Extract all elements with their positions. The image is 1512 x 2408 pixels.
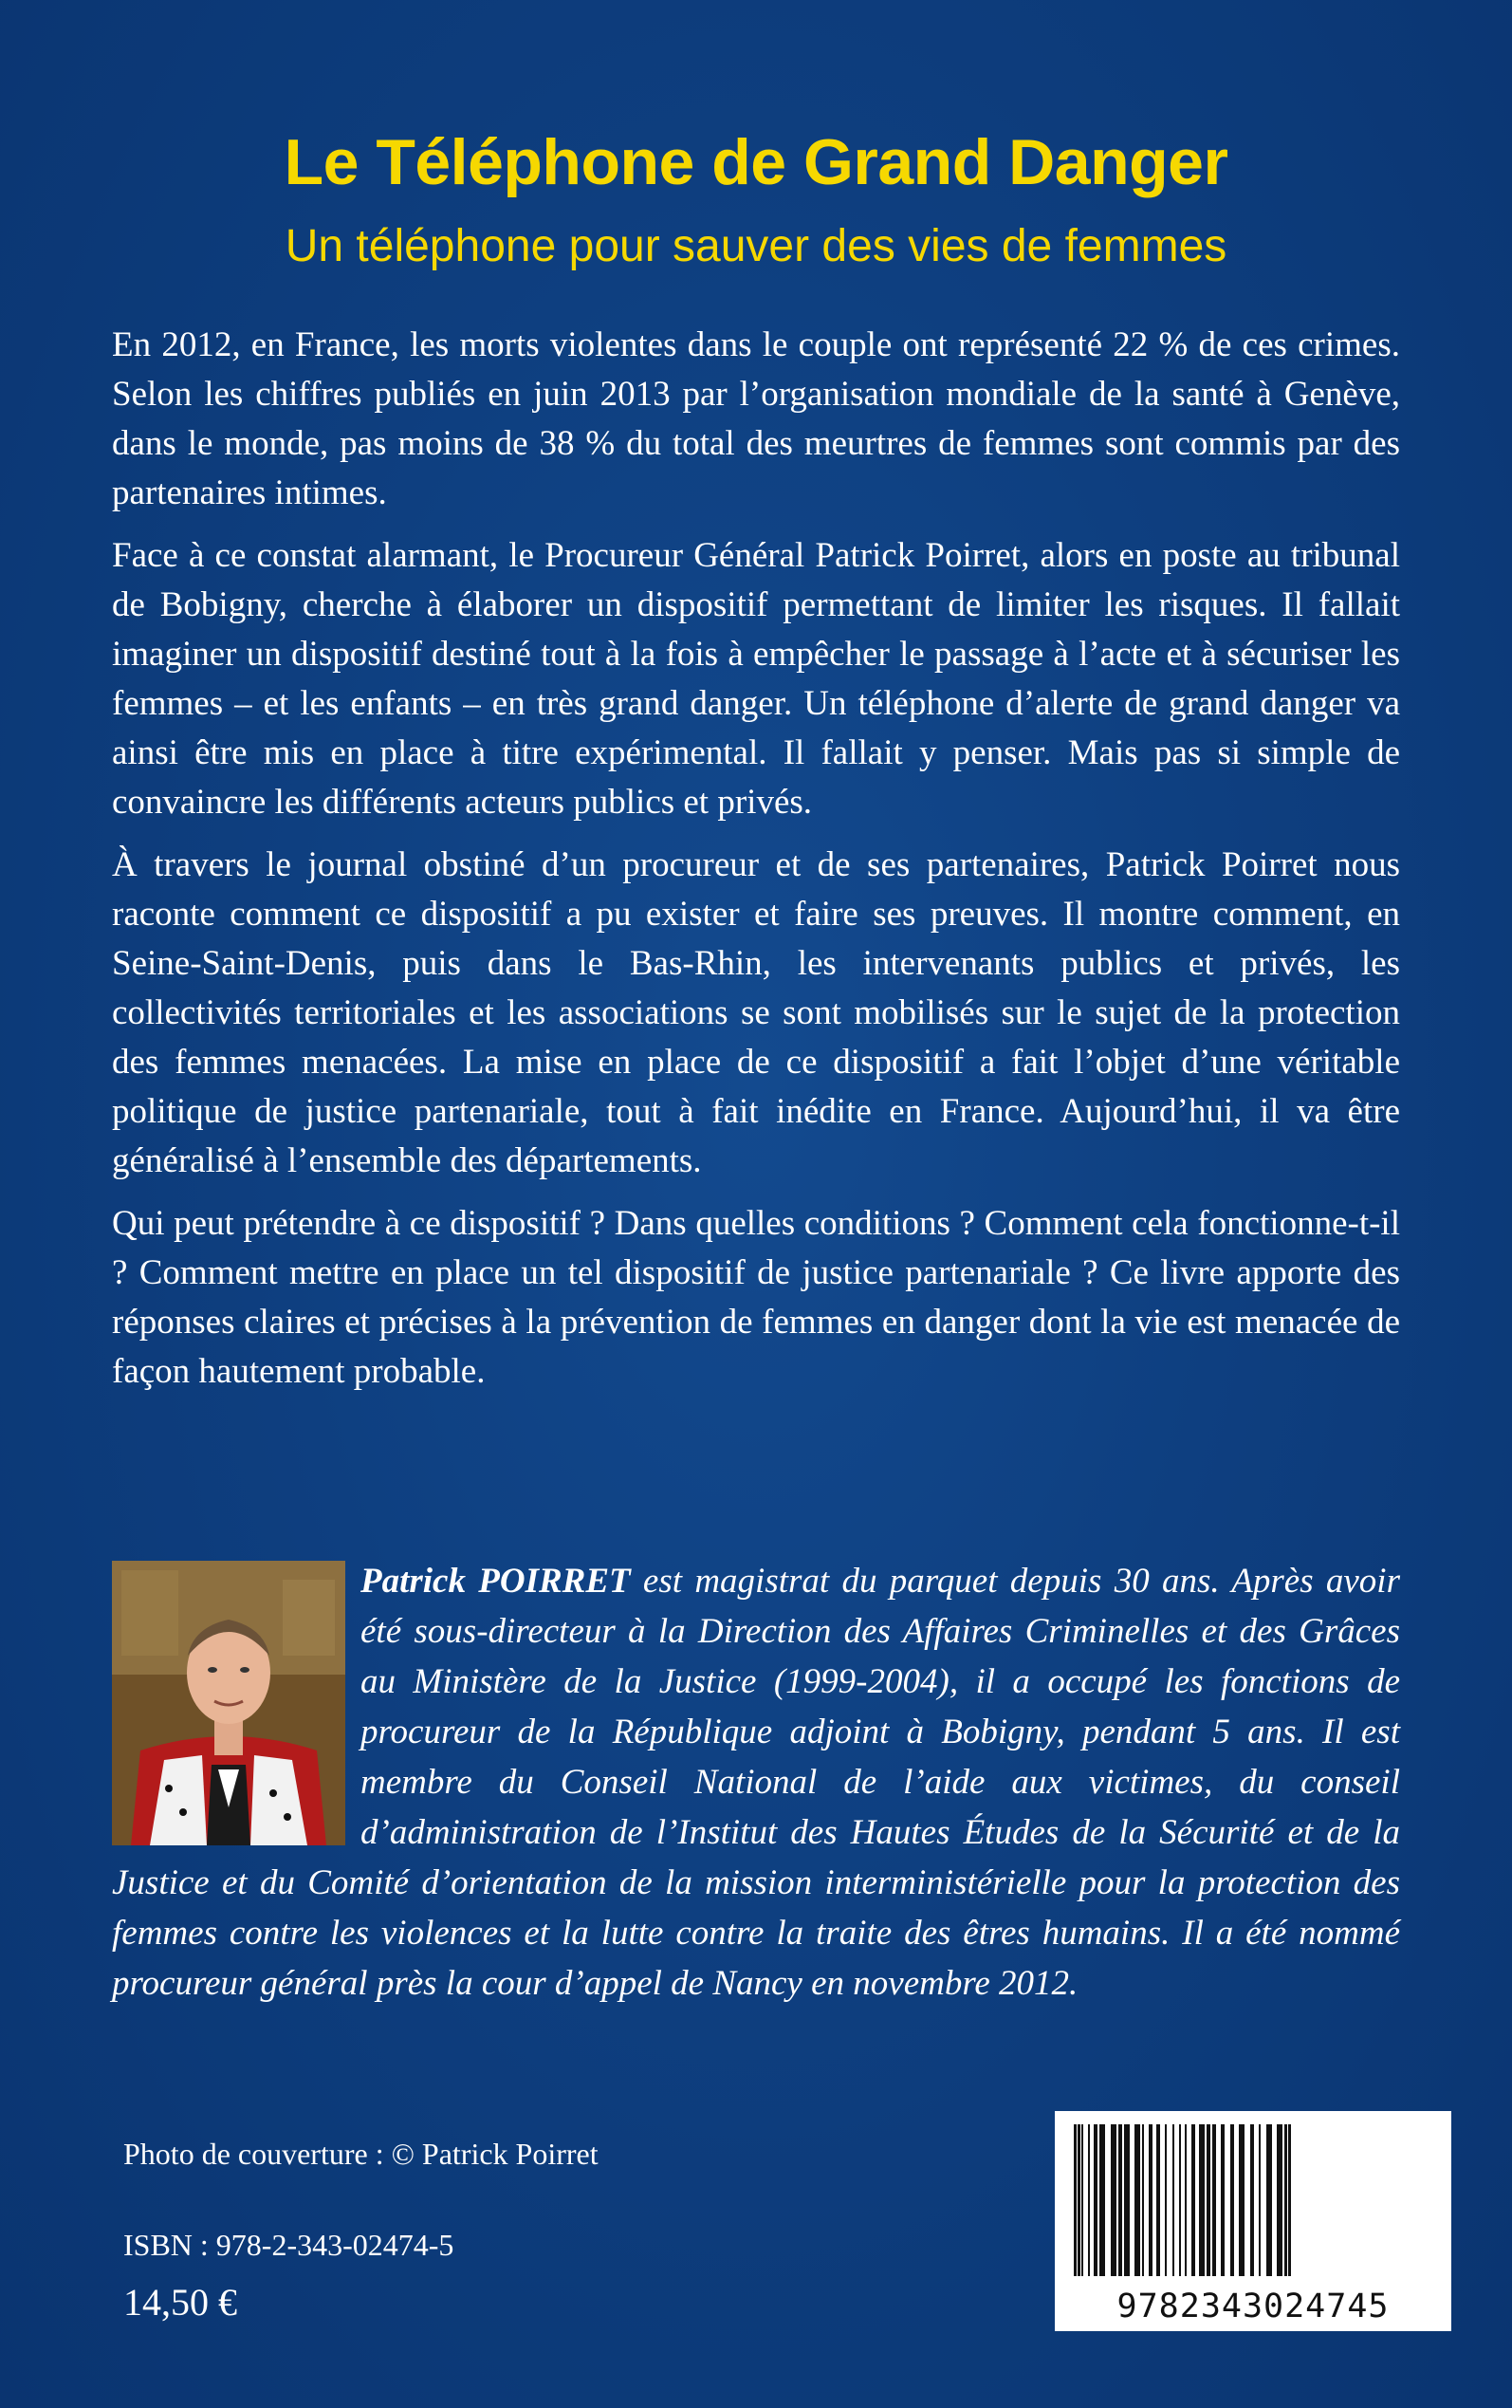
- price: 14,50 €: [123, 2281, 237, 2324]
- barcode-bar: [1118, 2124, 1122, 2276]
- summary-paragraph: Qui peut prétendre à ce dispositif ? Dans quelles conditions ? Comment cela fonctionne-t-il ? Comment mettre en place un tel dispositif de justice partenariale ? Ce livre apporte des réponses claires et précises à la prévention de femmes en danger dont la vie est menacée de façon hautement probable.: [112, 1204, 1400, 1391]
- barcode-bar: [1156, 2124, 1160, 2276]
- barcode-bar: [1250, 2124, 1254, 2276]
- summary-paragraph: Face à ce constat alarmant, le Procureur Général Patrick Poirret, alors en poste au tribunal de Bobigny, cherche à élaborer un dispositif permettant de limiter les risques. Il fallait imaginer un dispositif destiné tout à la fois à empêcher le passage à l’acte et à sécuriser les femmes – et les enfants – en très grand danger. Un téléphone d’alerte de grand danger va ainsi être mis en place à titre expérimental. Il fallait y penser. Mais pas si simple de convaincre les différents acteurs publics et privés.: [112, 536, 1400, 822]
- barcode-bar: [1172, 2124, 1174, 2276]
- author-bio-text: est magistrat du parquet depuis 30 ans. Après avoir été sous-directeur à la Direction des Affaires Criminelles et des Grâces au Ministère de la Justice (1999-2004), il a occupé les fonctions de procureur de la République adjoint à Bobigny, pendant 5 ans. Il est membre du Conseil National de l’aide aux victimes, du conseil d’administration de l’Institut des Hautes Études de la Sécurité et de la Justice et du Comité d’orientation de la mission interministérielle pour la protection des femmes contre les violences et la lutte contre la traite des êtres humains. Il a été nommé procureur général près la cour d’appel de Nancy en novembre 2012.: [112, 1562, 1400, 2003]
- author-biography: [112, 1556, 1400, 2009]
- barcode-bar: [1185, 2124, 1187, 2276]
- book-title: Le Téléphone de Grand Danger: [284, 126, 1228, 198]
- book-subtitle: Un téléphone pour sauver des vies de femmes: [285, 221, 1227, 271]
- barcode-bars: [1055, 2111, 1451, 2282]
- barcode: [1055, 2111, 1451, 2331]
- barcode-bar: [1099, 2124, 1105, 2276]
- barcode-bar: [1094, 2124, 1097, 2276]
- barcode-bar: [1078, 2124, 1080, 2276]
- barcode-bar: [1239, 2124, 1245, 2276]
- barcode-bar: [1191, 2124, 1195, 2276]
- barcode-bar: [1124, 2124, 1130, 2276]
- barcode-bar: [1230, 2124, 1234, 2276]
- barcode-bar: [1259, 2124, 1261, 2276]
- barcode-bar: [1179, 2124, 1181, 2276]
- summary-paragraph: À travers le journal obstiné d’un procureur et de ses partenaires, Patrick Poirret nous raconte comment ce dispositif a pu exister et faire ses preuves. Il montre comment, en Seine-Saint-Denis, puis dans le Bas-Rhin, les intervenants publics et privés, les collectivités territoriales et les associations se sont mobilisés sur le sujet de la protection des femmes menacées. La mise en place de ce dispositif a fait l’objet d’une véritable politique de justice partenariale, tout à fait inédite en France. Aujourd’hui, il va être généralisé à l’ensemble des départements.: [112, 845, 1400, 1180]
- author-name: Patrick POIRRET: [360, 1562, 631, 1601]
- barcode-bar: [1212, 2124, 1216, 2276]
- back-cover-summary: [112, 321, 1400, 1410]
- summary-paragraph: En 2012, en France, les morts violentes dans le couple ont représenté 22 % de ces crimes. Selon les chiffres publiés en juin 2013 par l’organisation mondiale de la santé à Genève, dans le monde, pas moins de 38 % du total des meurtres de femmes sont commis par des partenaires intimes.: [112, 325, 1400, 512]
- barcode-bar: [1207, 2124, 1210, 2276]
- barcode-bar: [1284, 2124, 1287, 2276]
- barcode-bar: [1074, 2124, 1077, 2276]
- barcode-bar: [1165, 2124, 1167, 2276]
- barcode-bar: [1081, 2124, 1083, 2276]
- barcode-bar: [1288, 2124, 1291, 2276]
- isbn: ISBN : 978-2-343-02474-5: [123, 2228, 454, 2262]
- barcode-bar: [1088, 2124, 1090, 2276]
- barcode-bar: [1221, 2124, 1225, 2276]
- barcode-bar: [1277, 2124, 1282, 2276]
- barcode-digits: 9782343024745: [1116, 2288, 1390, 2325]
- barcode-bar: [1134, 2124, 1140, 2276]
- photo-credit: Photo de couverture : © Patrick Poirret: [123, 2137, 599, 2171]
- barcode-bar: [1149, 2124, 1152, 2276]
- barcode-bar: [1199, 2124, 1205, 2276]
- photo-spacer: [112, 1556, 360, 1858]
- barcode-bar: [1266, 2124, 1272, 2276]
- barcode-bar: [1111, 2124, 1116, 2276]
- barcode-bar: [1142, 2124, 1144, 2276]
